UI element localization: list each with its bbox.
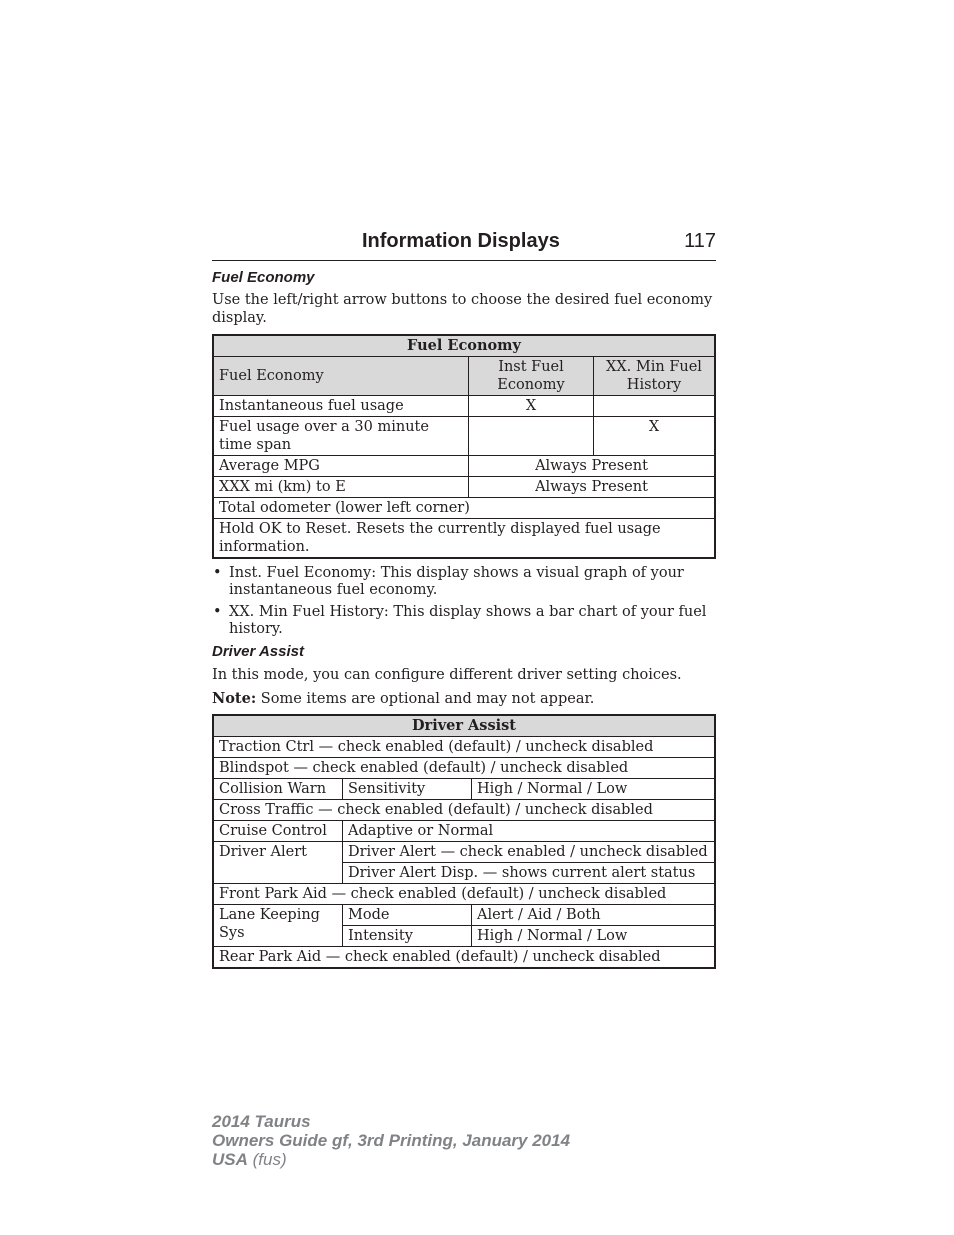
note-label: Note:	[212, 690, 257, 707]
table-cell: Alert / Aid / Both	[472, 905, 716, 926]
table-cell: Traction Ctrl — check enabled (default) / uncheck disabled	[213, 737, 715, 758]
bullet-icon: •	[213, 604, 222, 620]
table-cell: Cross Traffic — check enabled (default) / uncheck disabled	[213, 800, 715, 821]
table-row	[213, 758, 715, 779]
table-cell: Average MPG	[213, 456, 469, 477]
fuel-economy-heading: Fuel Economy	[212, 269, 315, 286]
table-cell: Fuel usage over a 30 minute time span	[213, 417, 469, 456]
footer-line: USA (fus)	[212, 1150, 287, 1169]
table-cell: Cruise Control	[213, 821, 343, 842]
driver-table-title: Driver Assist	[213, 715, 715, 737]
table-cell: Intensity	[343, 926, 472, 947]
footer-line: Owners Guide gf, 3rd Printing, January 2014	[212, 1131, 571, 1150]
fuel-table-col-header: XX. Min Fuel History	[594, 357, 716, 396]
fuel-table-col-header: Inst Fuel Economy	[469, 357, 594, 396]
table-cell: Mode	[343, 905, 472, 926]
table-cell: Sensitivity	[343, 779, 472, 800]
fuel-economy-table	[212, 334, 716, 559]
table-cell: Front Park Aid — check enabled (default) / uncheck disabled	[213, 884, 715, 905]
table-cell: Lane Keeping Sys	[213, 905, 343, 947]
table-row	[213, 498, 715, 519]
table-row	[213, 396, 715, 417]
driver-assist-intro: In this mode, you can configure different driver setting choices.	[212, 667, 682, 683]
table-cell: Driver Alert	[213, 842, 343, 884]
table-row	[213, 737, 715, 758]
driver-assist-note	[212, 690, 716, 708]
list-item: • Inst. Fuel Economy: This display shows a visual graph of your instantaneous fuel economy.	[213, 565, 684, 598]
table-cell: High / Normal / Low	[472, 926, 716, 947]
table-row	[213, 884, 715, 905]
table-row	[213, 779, 715, 800]
table-cell: Blindspot — check enabled (default) / uncheck disabled	[213, 758, 715, 779]
page-content	[212, 228, 716, 969]
table-cell: Always Present	[469, 477, 716, 498]
table-cell: Collision Warn	[213, 779, 343, 800]
table-row	[213, 477, 715, 498]
page-title: Information Displays	[362, 230, 560, 252]
driver-assist-table	[212, 714, 716, 969]
page-number: 117	[684, 230, 716, 252]
table-cell: Total odometer (lower left corner)	[213, 498, 715, 519]
table-cell	[469, 417, 594, 456]
fuel-bullet-list	[212, 565, 716, 638]
table-cell: Hold OK to Reset. Resets the currently displayed fuel usage information.	[213, 519, 715, 559]
table-row	[213, 842, 715, 863]
table-row	[213, 417, 715, 456]
fuel-table-title: Fuel Economy	[213, 335, 715, 357]
table-row	[213, 905, 715, 926]
fuel-table-col-header: Fuel Economy	[213, 357, 469, 396]
table-row	[213, 456, 715, 477]
table-cell: XXX mi (km) to E	[213, 477, 469, 498]
table-cell: Instantaneous fuel usage	[213, 396, 469, 417]
bullet-icon: •	[213, 565, 222, 581]
table-cell: Driver Alert — check enabled / uncheck disabled	[343, 842, 716, 863]
footer-line: 2014 Taurus	[212, 1112, 311, 1131]
fuel-economy-intro: Use the left/right arrow buttons to choose the desired fuel economy display.	[212, 292, 713, 326]
table-row	[213, 519, 715, 559]
page-footer	[212, 1112, 570, 1169]
note-text: Some items are optional and may not appear.	[256, 691, 595, 707]
table-cell: Rear Park Aid — check enabled (default) / uncheck disabled	[213, 947, 715, 969]
table-cell	[594, 396, 716, 417]
list-item: • XX. Min Fuel History: This display shows a bar chart of your fuel history.	[213, 604, 707, 637]
table-row	[213, 800, 715, 821]
table-row	[213, 947, 715, 969]
table-cell: High / Normal / Low	[472, 779, 716, 800]
table-cell: Driver Alert Disp. — shows current alert status	[343, 863, 716, 884]
table-row	[213, 821, 715, 842]
table-cell: Always Present	[469, 456, 716, 477]
table-cell: X	[594, 417, 716, 456]
page-header	[212, 228, 716, 261]
driver-assist-heading: Driver Assist	[212, 643, 304, 660]
table-cell: Adaptive or Normal	[343, 821, 716, 842]
table-cell: X	[469, 396, 594, 417]
